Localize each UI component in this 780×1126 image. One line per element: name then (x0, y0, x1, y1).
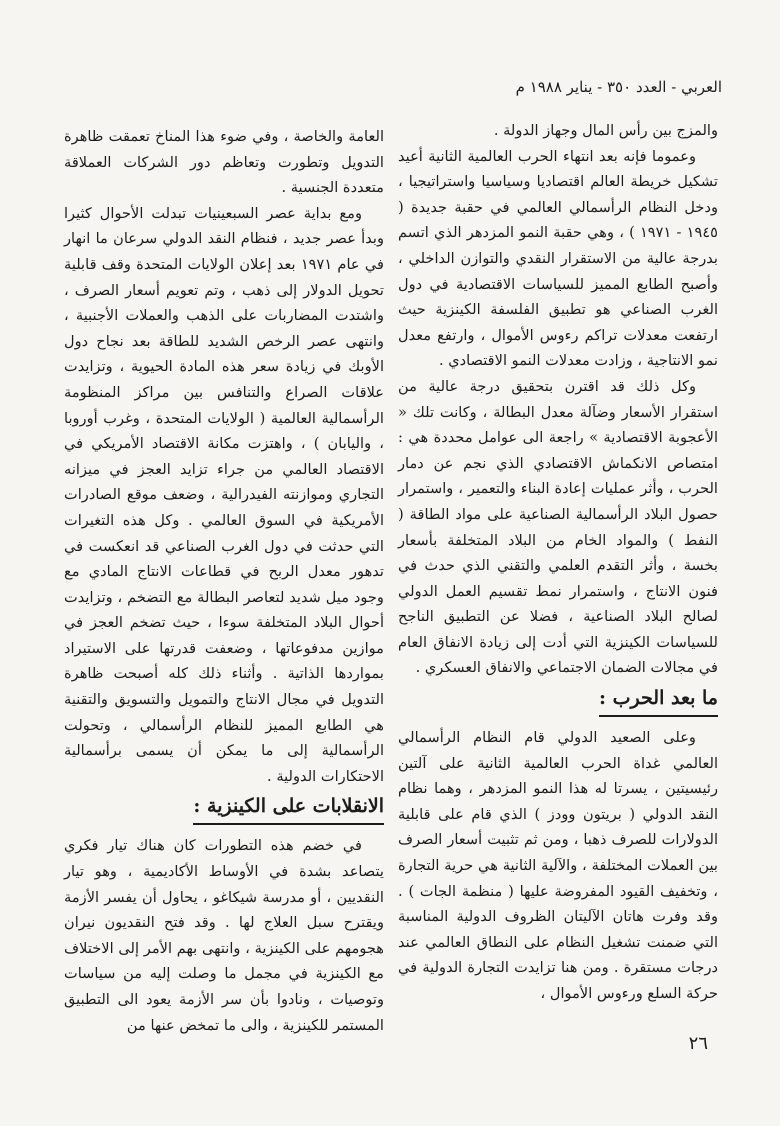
running-header: العربي - العدد ٣٥٠ - يناير ١٩٨٨ م (515, 78, 722, 96)
page-number: ٢٦ (688, 1033, 708, 1054)
section-heading-after-war: ما بعد الحرب : (599, 683, 718, 717)
paragraph: وكل ذلك قد اقترن بتحقيق درجة عالية من استقرار الأسعار وضآلة معدل البطالة ، وكانت تلك « الأعجوبة الاقتصادية » راجعة الى عوامل محددة هي : امتصاص الانكماش الاقتصادي الذي نجم عن دمار الحرب ، وأثر عمليات إعادة البناء والتعمير ، واستمرار حصول البلاد الرأسمالية الصناعية على مواد الطاقة ( النفط ) والمواد الخام من البلاد المتخلفة بأسعار بخسة ، وأثر التقدم العلمي والتقني الذي حدث في فنون الانتاج ، واستمرار نمط تقسيم العمل الدولي لصالح البلاد الصناعية ، فضلا عن التطبيق الناجح للسياسات الكينزية التي أدت إلى زيادة الانفاق العام في مجالات الضمان الاجتماعي والانفاق العسكري . (398, 377, 718, 677)
left-column (64, 124, 384, 1038)
paragraph: وعموما فإنه بعد انتهاء الحرب العالمية الثانية أعيد تشكيل خريطة العالم اقتصاديا وسياسيا واستراتيجيا ، ودخل النظام الرأسمالي العالمي في حقبة جديدة ( ١٩٤٥ - ١٩٧١ ) ، وهي حقبة النمو المزدهر الذي اتسم بدرجة عالية من الاستقرار النقدي والتوازن الداخلي ، وأصبح الطابع المميز للسياسات الاقتصادية في دول الغرب الصناعي هو تطبيق الفلسفة الكينزية حيث ارتفعت معدلات تراكم رءوس الأموال ، وارتفع معدل نمو الانتاجية ، وزادت معدلات النمو الاقتصادي . (398, 147, 718, 370)
paragraph: والمزج بين رأس المال وجهاز الدولة . (493, 122, 718, 139)
paragraph: العامة والخاصة ، وفي ضوء هذا المناخ تعمقت ظاهرة التدويل وتطورت وتعاظم دور الشركات العملاقة متعددة الجنسية . (64, 128, 384, 197)
section-heading-coups-on-keynesianism: الانقلابات على الكينزية : (193, 791, 384, 825)
paragraph: في خضم هذه التطورات كان هناك تيار فكري يتصاعد بشدة في الأوساط الأكاديمية ، وهو تيار النقديين ، أو مدرسة شيكاغو ، يحاول أن يفسر الأزمة ويقترح سبل العلاج لها . وقد فتح النقديون نيران هجومهم على الكينزية ، وانتهى بهم الأمر إلى الاختلاف مع الكينزية في مجمل ما وصلت إليه من سياسات وتوصيات ، ونادوا بأن سر الأزمة يعود الى التطبيق المستمر للكينزية ، والى ما تمخض عنها من (64, 837, 384, 1034)
paragraph: وعلى الصعيد الدولي قام النظام الرأسمالي العالمي غداة الحرب العالمية الثانية على آلتين رئيسيتين ، يسرتا له هذا النمو المزدهر ، وهما نظام النقد الدولي ( بريتون وودز ) الذي قام على قابلية الدولارات للصرف ذهبا ، ومن ثم تثبيت أسعار الصرف بين العملات المختلفة ، والآلية الثانية هي حرية التجارة ، وتخفيف القيود المفروضة عليها ( منظمة الجات ) . وقد وفرت هاتان الآليتان الظروف الدولية المناسبة التي ضمنت تشغيل النظام على النطاق العالمي عند درجات مستقرة . ومن هنا تزايدت التجارة الدولية في حركة السلع ورءوس الأموال ، (398, 729, 718, 1002)
paragraph: ومع بداية عصر السبعينيات تبدلت الأحوال كثيرا وبدأ عصر جديد ، فنظام النقد الدولي سرعان ما انهار في عام ١٩٧١ بعد إعلان الولايات المتحدة وقف قابلية تحويل الدولار إلى ذهب ، وتم تعويم أسعار الصرف ، واشتدت المضاربات على الذهب والعملات الأجنبية ، وانتهى عصر الرخص الشديد للطاقة بعد نجاح دول الأوبك في زيادة سعر هذه المادة الحيوية ، وتزايدت علاقات الصراع والتنافس بين مراكز المنظومة الرأسمالية العالمية ( الولايات المتحدة ، وغرب أوروبا ، واليابان ) ، واهتزت مكانة الاقتصاد الأمريكي في الاقتصاد العالمي من جراء تزايد العجز في ميزانه التجاري وموازنته الفيدرالية ، وضعف موقع الصادرات الأمريكية في السوق العالمي . وكل هذه التغيرات التي حدثت في دول الغرب الصناعي قد انعكست في تدهور معدل الربح في قطاعات الانتاج المادي مع وجود ميل شديد لتعاصر البطالة مع التضخم ، وتزايدت أحوال البلاد المتخلفة سوءا ، حيث تضخم العجز في موازين مدفوعاتها ، وضعفت قدرتها على الاستيراد بمواردها الذاتية . وأثناء ذلك كله أصبحت ظاهرة التدويل في مجال الانتاج والتمويل والتسويق والتقنية هي الطابع المميز للنظام الرأسمالي ، وتحولت الرأسمالية إلى ما يمكن أن يسمى برأسمالية الاحتكارات الدولية . (64, 204, 385, 785)
right-column (398, 118, 718, 1007)
